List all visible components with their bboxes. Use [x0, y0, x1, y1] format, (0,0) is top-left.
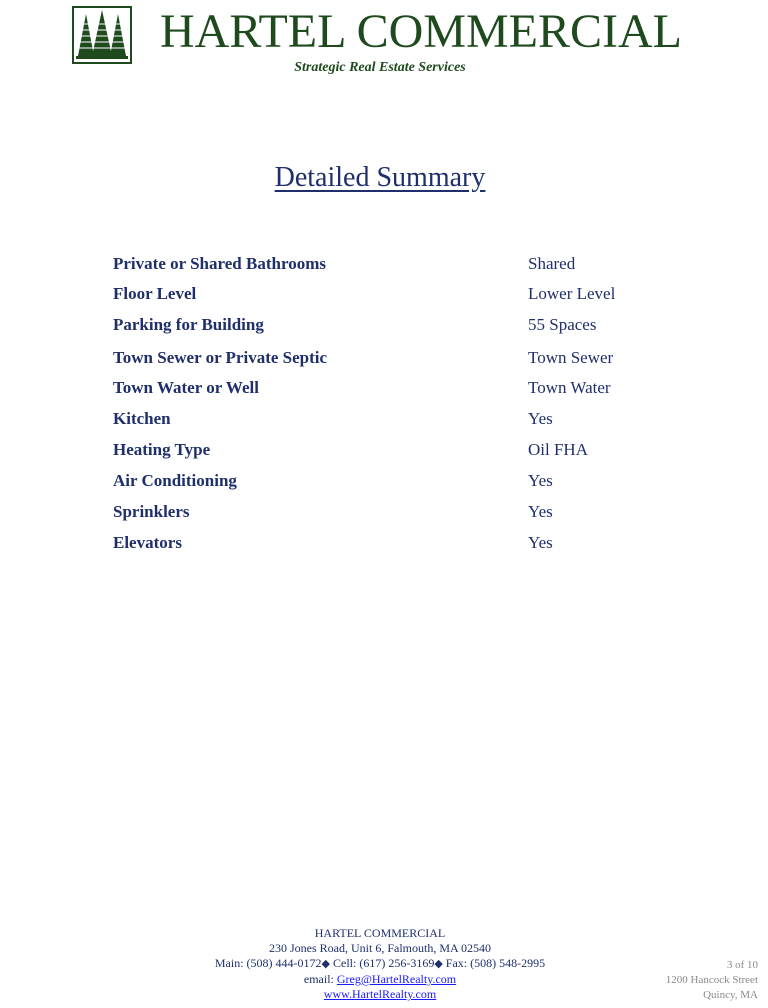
- footer-phones: [160, 956, 600, 972]
- summary-value: Yes: [528, 502, 553, 521]
- summary-label: Floor Level: [113, 284, 197, 303]
- page-number: 3 of 10: [726, 959, 758, 971]
- pine-trees-logo-icon: [72, 6, 132, 64]
- summary-value: Yes: [528, 533, 553, 552]
- summary-value: Town Water: [528, 378, 611, 397]
- footer-website-line: [160, 987, 600, 1002]
- summary-label: Kitchen: [113, 409, 171, 428]
- summary-value: Oil FHA: [528, 440, 588, 459]
- diamond-icon: ◆: [434, 958, 443, 970]
- summary-row-kitchen: [113, 405, 673, 433]
- summary-label: Private or Shared Bathrooms: [113, 254, 326, 273]
- summary-value: Town Sewer: [528, 348, 614, 367]
- footer-email-prefix: email:: [303, 972, 337, 986]
- summary-label: Heating Type: [113, 440, 211, 459]
- summary-row-parking: [113, 311, 673, 339]
- summary-label: Elevators: [113, 533, 182, 552]
- company-tagline: Strategic Real Estate Services: [294, 60, 466, 75]
- summary-row-air-conditioning: [113, 467, 673, 495]
- summary-row-elevators: [113, 529, 673, 557]
- diamond-icon: ◆: [321, 958, 330, 970]
- summary-value: Yes: [528, 409, 553, 428]
- summary-value: Yes: [528, 471, 553, 490]
- company-name: HARTEL COMMERCIAL: [160, 5, 682, 58]
- footer-website-link[interactable]: www.HartelRealty.com: [323, 987, 437, 1001]
- footer-fax: Fax: (508) 548-2995: [445, 956, 546, 970]
- summary-label: Town Sewer or Private Septic: [113, 348, 328, 367]
- summary-label: Parking for Building: [113, 315, 264, 334]
- summary-value: 55 Spaces: [528, 315, 597, 334]
- summary-label: Town Water or Well: [113, 378, 259, 397]
- property-street: 1200 Hancock Street: [665, 974, 758, 986]
- footer-company: HARTEL COMMERCIAL: [314, 926, 446, 940]
- footer: [160, 926, 600, 1002]
- summary-row-water: [113, 374, 673, 402]
- footer-cell-phone: Cell: (617) 256-3169: [333, 956, 435, 970]
- summary-label: Sprinklers: [113, 502, 190, 521]
- page-info: [666, 958, 758, 1003]
- summary-row-heating: [113, 436, 673, 464]
- summary-row-bathrooms: [113, 250, 673, 278]
- summary-label: Air Conditioning: [113, 471, 237, 490]
- page-title: [0, 160, 760, 196]
- footer-email-link[interactable]: Greg@HartelRealty.com: [336, 972, 457, 986]
- summary-value: Shared: [528, 254, 576, 273]
- summary-row-sprinklers: [113, 498, 673, 526]
- page-title-text: Detailed Summary: [274, 162, 486, 193]
- summary-row-sewer: [113, 344, 673, 372]
- property-city: Quincy, MA: [703, 989, 758, 1001]
- summary-value: Lower Level: [528, 284, 616, 303]
- footer-email-line: [160, 972, 600, 987]
- footer-main-phone: Main: (508) 444-0172: [214, 956, 322, 970]
- summary-row-floor-level: [113, 280, 673, 308]
- footer-address: 230 Jones Road, Unit 6, Falmouth, MA 02540: [268, 941, 491, 955]
